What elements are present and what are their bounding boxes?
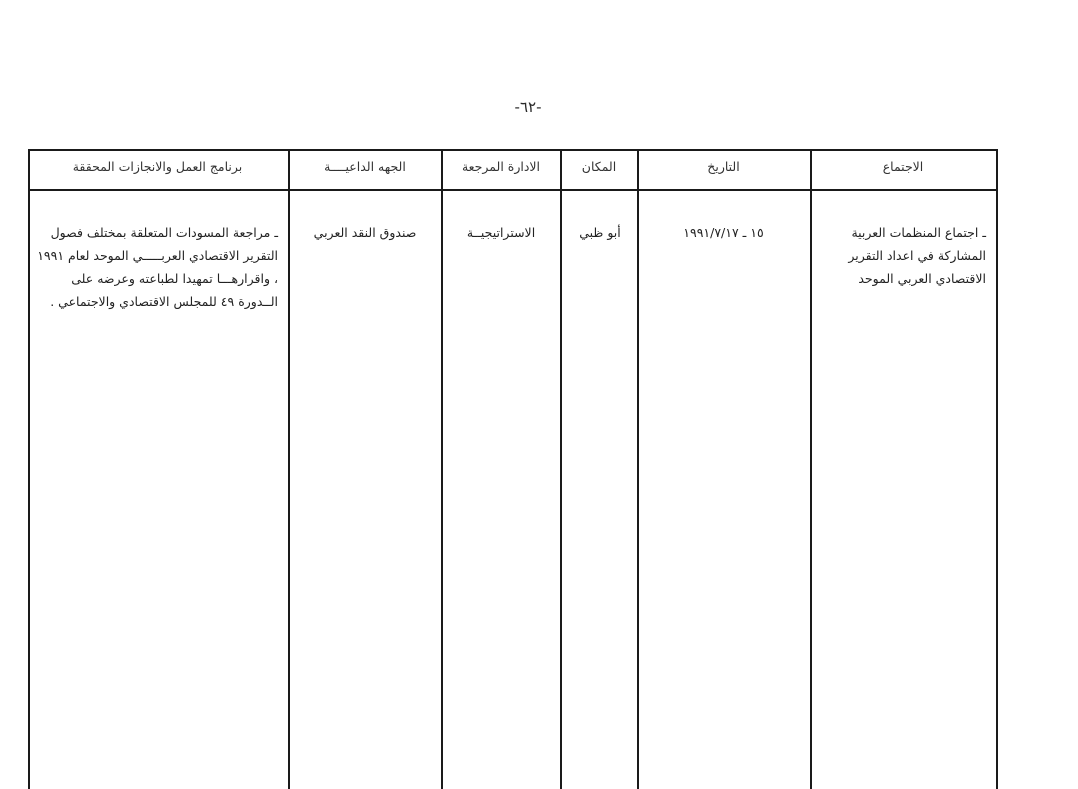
row-meeting: ـ اجتماع المنظمات العربية المشاركة في اعداد التقرير الاقتصادي العربي الموحد <box>848 225 986 286</box>
header-place <box>564 159 634 187</box>
header-department <box>445 159 557 187</box>
table-header-border <box>28 189 998 191</box>
header-program-label: برنامج العمل والانجازات المحققة <box>72 159 243 174</box>
activities-table <box>28 149 998 789</box>
header-date <box>641 159 806 187</box>
table-left-border <box>28 149 30 789</box>
column-divider <box>637 149 639 789</box>
table-top-border <box>28 149 998 151</box>
row-place: أبو ظبي <box>579 225 621 240</box>
row-inviting-party: صندوق النقد العربي <box>313 225 417 240</box>
column-divider <box>288 149 290 789</box>
row-date-value: ١٥ ـ ١٩٩١/٧/١٧ <box>683 225 764 240</box>
page-number: -٦٢- <box>514 98 542 116</box>
header-meeting-label: الاجتماع <box>882 159 924 174</box>
row-department: الاستراتيجيــة <box>466 225 536 240</box>
row-program: ـ مراجعة المسودات المتعلقة بمختلف فصول التقرير الاقتصادي العربـــــي الموحد لعام ١٩٩١ ، واقرارهـــا تمهيدا لطباعته وعرضه على الــدورة ٤٩ للمجلس الاقتصادي والاجتماعي . <box>37 225 278 309</box>
header-place-label: المكان <box>581 159 617 174</box>
column-divider <box>810 149 812 789</box>
header-program <box>30 159 285 187</box>
header-department-label: الادارة المرجعة <box>461 159 541 174</box>
header-meeting <box>814 159 992 187</box>
table-right-border <box>996 149 998 789</box>
column-divider <box>441 149 443 789</box>
header-inviting-party <box>292 159 438 187</box>
row-date <box>641 221 806 244</box>
header-inviting-party-label: الجهه الداعيــــة <box>324 159 406 174</box>
column-divider <box>560 149 562 789</box>
header-date-label: التاريخ <box>707 159 740 174</box>
